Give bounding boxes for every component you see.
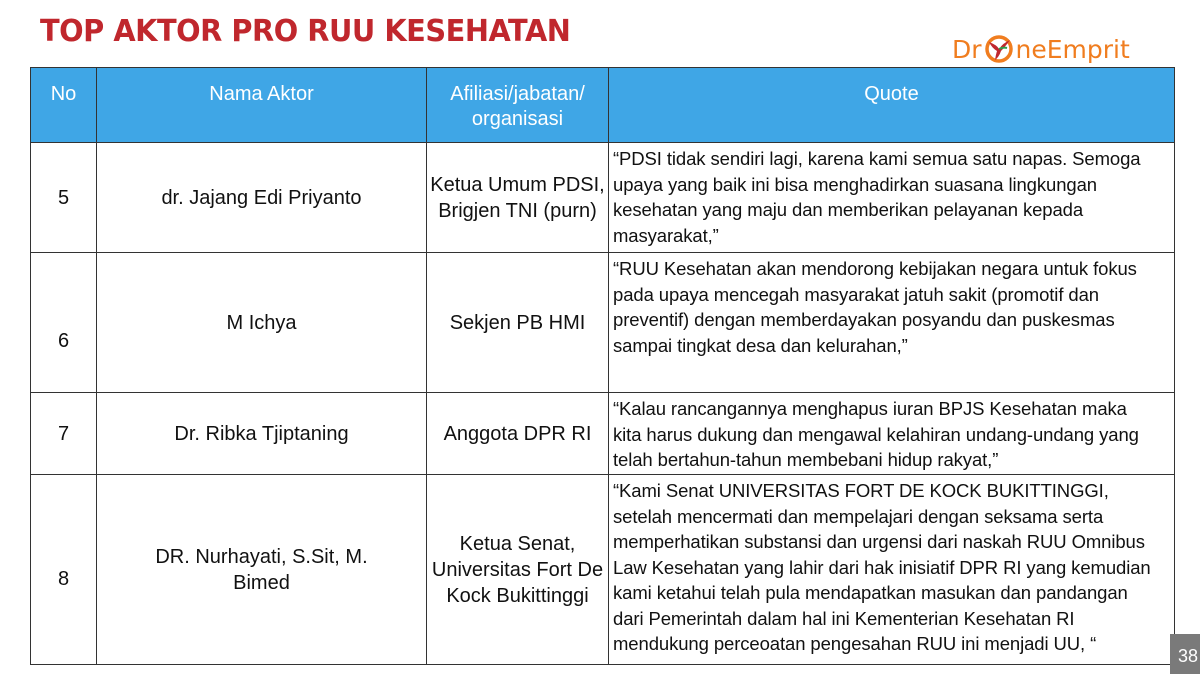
slide-title: TOP AKTOR PRO RUU KESEHATAN [40,14,571,49]
row-quote [609,393,1175,475]
row-no: 8 [31,475,97,665]
quote-line: setelah mencermati dan mempelajari dengan seksama serta [613,505,1104,527]
quote-line: mendukung perceoatan pengesahan RUU ini menjadi UU, “ [613,633,1097,654]
logo-text-start: Dr [952,34,982,64]
logo-text-end: neEmprit [1015,34,1130,64]
header-affiliation-line1: Afiliasi/jabatan/ [450,83,585,105]
row-name-line1: dr. Jajang Edi Priyanto [161,186,362,209]
row-name-line2: Bimed [233,571,290,594]
quote-line: kami ketahui telah pula mendapatkan masukan dan pandangan [613,582,1128,603]
droneemprit-logo [952,26,1182,72]
actors-table [30,67,1175,665]
row-affiliation [427,143,609,253]
table-row [31,393,1175,475]
header-affiliation-line2: organisasi [471,108,564,130]
row-name [97,393,427,475]
table-row [31,475,1175,665]
bird-in-ring-icon [983,33,1015,65]
header-name: Nama Aktor [97,68,427,143]
row-affiliation-line3: Kock Bukittinggi [446,584,589,607]
quote-line: “PDSI tidak sendiri lagi, karena kami semua satu napas. Semoga [613,148,1141,169]
quote-line: preventif) dengan memberdayakan posyandu dan puskesmas [613,309,1115,330]
row-affiliation-line2: Brigjen TNI (purn) [438,199,597,222]
header-affiliation [427,68,609,143]
quote-line: upaya yang baik ini bisa menghadirkan suasana lingkungan [613,173,1097,195]
row-no: 7 [31,393,97,475]
row-no: 6 [31,253,97,393]
row-affiliation [427,393,609,475]
quote-line: pada upaya mencegah masyarakat jatuh sakit (promotif dan [613,283,1099,305]
quote-line: “Kami Senat UNIVERSITAS FORT DE KOCK BUKITTINGGI, [613,480,1109,501]
row-quote [609,253,1175,393]
header-no: No [31,68,97,143]
quote-line: masyarakat,” [613,224,719,246]
page-number: 38 [1170,634,1200,674]
quote-line: sampai tingkat desa dan kelurahan,” [613,334,908,356]
table-row [31,253,1175,393]
row-affiliation [427,475,609,665]
table-row [31,143,1175,253]
quote-line: kesehatan yang maju dan memberikan pelayanan kepada [613,199,1084,220]
row-affiliation-line1: Ketua Umum PDSI, [430,173,605,196]
row-name [97,475,427,665]
quote-line: “Kalau rancangannya menghapus iuran BPJS Kesehatan maka [613,398,1127,419]
quote-line: dari Pemerintah dalam hal ini Kementerian Kesehatan RI [613,607,1075,629]
quote-line: Law Kesehatan yang lahir dari hak inisiatif DPR RI yang kemudian [613,556,1151,578]
row-name-line1: Dr. Ribka Tjiptaning [174,422,349,445]
row-name-line1: M Ichya [226,311,297,334]
row-affiliation-line1: Anggota DPR RI [443,422,592,445]
header-quote: Quote [609,68,1175,143]
row-quote [609,143,1175,253]
row-affiliation [427,253,609,393]
row-name [97,253,427,393]
table-header-row [31,68,1175,143]
row-affiliation-line1: Ketua Senat, [459,532,576,555]
row-affiliation-line2: Universitas Fort De [431,558,604,581]
row-no: 5 [31,143,97,253]
quote-line: memperhatikan substansi dan urgensi dari naskah RUU Omnibus [613,531,1145,552]
row-affiliation-line1: Sekjen PB HMI [449,311,586,334]
quote-line: telah bertahun-tahun membebani hidup rakyat,” [613,449,999,470]
quote-line: kita harus dukung dan mengawal kelahiran undang-undang yang [613,423,1139,445]
row-name-line1: DR. Nurhayati, S.Sit, M. [155,545,368,568]
quote-line: “RUU Kesehatan akan mendorong kebijakan negara untuk fokus [613,258,1137,279]
row-quote [609,475,1175,665]
row-name [97,143,427,253]
